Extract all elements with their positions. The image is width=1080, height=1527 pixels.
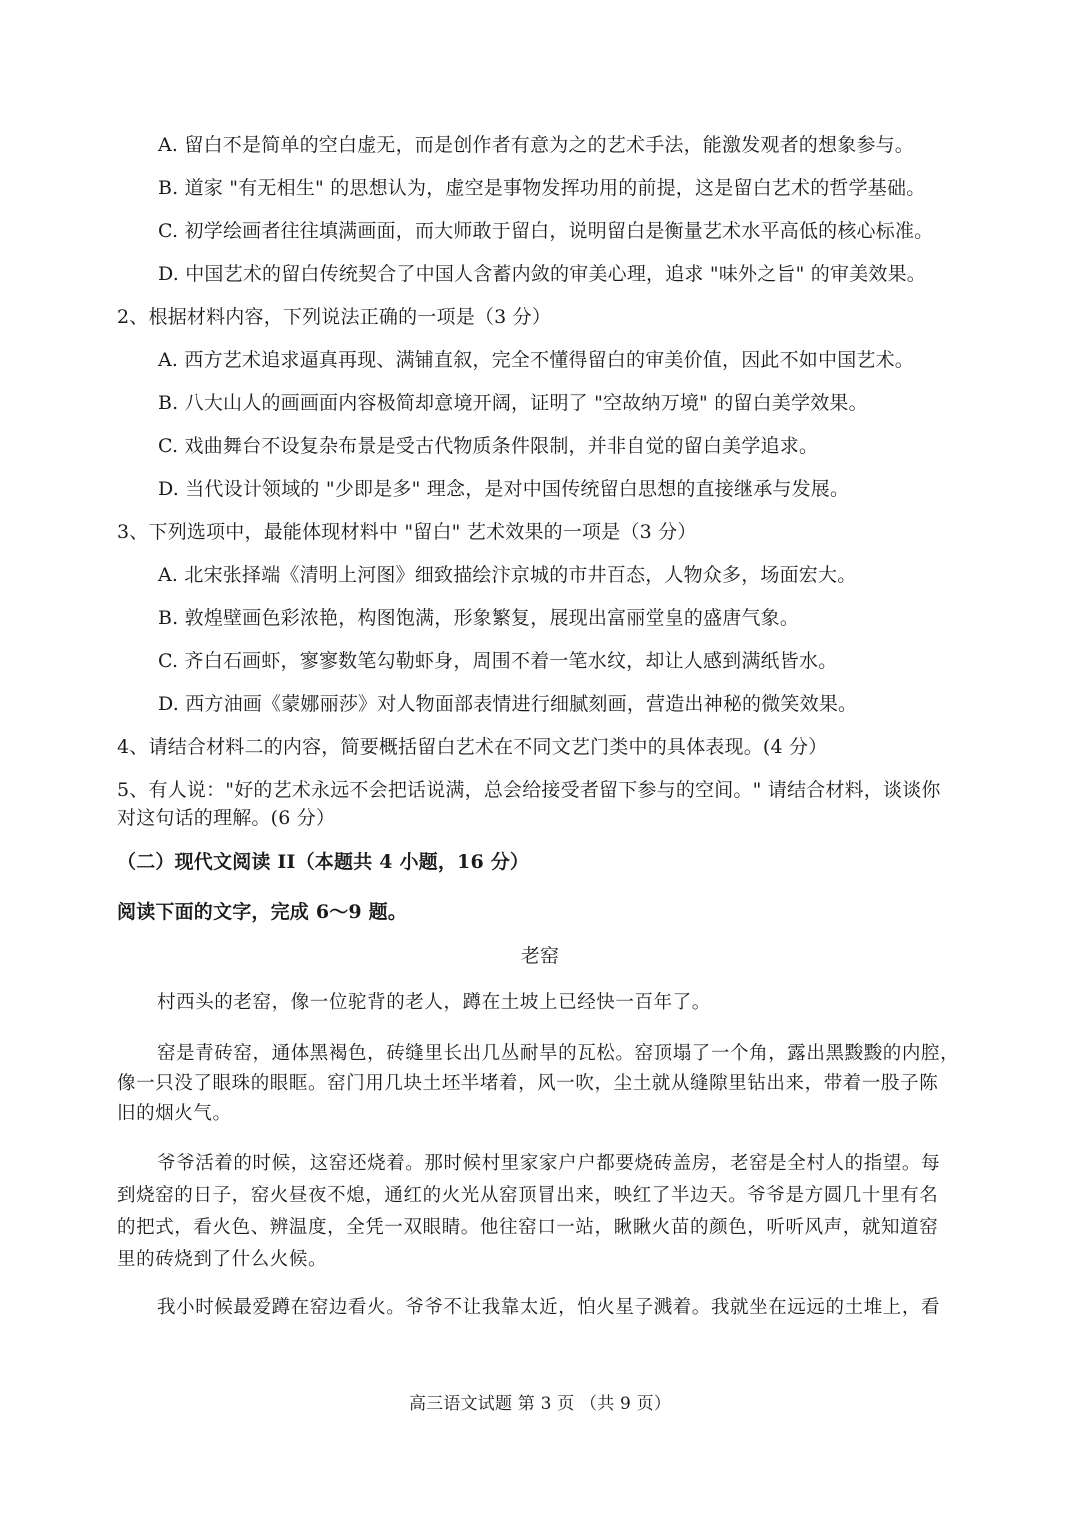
article-paragraph-1: 村西头的老窑，像一位驼背的老人，蹲在土坡上已经快一百年了。 xyxy=(157,992,711,1013)
article-paragraph-3-line-2: 到烧窑的日子，窑火昼夜不熄，通红的火光从窑顶冒出来，映红了半边天。爷爷是方圆几十里有名 xyxy=(117,1185,939,1206)
q2-option-c: C. 戏曲舞台不设复杂布景是受古代物质条件限制，并非自觉的留白美学追求。 xyxy=(158,435,819,457)
q2-option-d: D. 当代设计领域的 "少即是多" 理念，是对中国传统留白思想的直接继承与发展。 xyxy=(158,478,850,500)
q2-option-a: A. 西方艺术追求逼真再现、满铺直叙，完全不懂得留白的审美价值，因此不如中国艺术。 xyxy=(158,349,915,371)
q5-stem-line-2: 对这句话的理解。(6 分） xyxy=(117,807,336,829)
q4-stem: 4、请结合材料二的内容，简要概括留白艺术在不同文艺门类中的具体表现。(4 分） xyxy=(117,736,828,758)
article-paragraph-2-line-3: 旧的烟火气。 xyxy=(117,1103,232,1124)
q3-option-a: A. 北宋张择端《清明上河图》细致描绘汴京城的市井百态，人物众多，场面宏大。 xyxy=(158,564,857,586)
article-paragraph-4-line-1: 我小时候最爱蹲在窑边看火。爷爷不让我靠太近，怕火星子溅着。我就坐在远远的土堆上，看 xyxy=(157,1297,941,1318)
q1-option-a: A. 留白不是简单的空白虚无，而是创作者有意为之的艺术手法，能激发观者的想象参与。 xyxy=(158,134,915,156)
q2-option-b: B. 八大山人的画画面内容极简却意境开阔，证明了 "空故纳万境" 的留白美学效果。 xyxy=(158,392,868,414)
article-paragraph-2-line-2: 像一只没了眼珠的眼眶。窑门用几块土坯半堵着，风一吹，尘土就从缝隙里钻出来，带着一股子陈 xyxy=(117,1073,939,1094)
q5-stem-line-1: 5、有人说："好的艺术永远不会把话说满，总会给接受者留下参与的空间。" 请结合材料，谈谈你 xyxy=(117,779,941,801)
q1-option-b: B. 道家 "有无相生" 的思想认为，虚空是事物发挥功用的前提，这是留白艺术的哲学基础。 xyxy=(158,177,926,199)
q1-option-d: D. 中国艺术的留白传统契合了中国人含蓄内敛的审美心理，追求 "味外之旨" 的审美效果。 xyxy=(158,263,926,285)
article-paragraph-3-line-3: 的把式，看火色、辨温度，全凭一双眼睛。他往窑口一站，瞅瞅火苗的颜色，听听风声，就知道窑 xyxy=(117,1217,939,1238)
page-footer: 高三语文试题 第 3 页 （共 9 页） xyxy=(408,1394,672,1414)
q3-option-c: C. 齐白石画虾，寥寥数笔勾勒虾身，周围不着一笔水纹，却让人感到满纸皆水。 xyxy=(158,650,838,672)
q3-option-d: D. 西方油画《蒙娜丽莎》对人物面部表情进行细腻刻画，营造出神秘的微笑效果。 xyxy=(158,693,858,715)
article-paragraph-3-line-1: 爷爷活着的时候，这窑还烧着。那时候村里家家户户都要烧砖盖房，老窑是全村人的指望。每 xyxy=(157,1153,941,1174)
q2-stem: 2、根据材料内容，下列说法正确的一项是（3 分） xyxy=(117,306,552,328)
section-heading: （二）现代文阅读 II（本题共 4 小题，16 分） xyxy=(117,851,530,873)
q3-stem: 3、下列选项中，最能体现材料中 "留白" 艺术效果的一项是（3 分） xyxy=(117,521,697,543)
q3-option-b: B. 敦煌壁画色彩浓艳，构图饱满，形象繁复，展现出富丽堂皇的盛唐气象。 xyxy=(158,607,800,629)
article-paragraph-3-line-4: 里的砖烧到了什么火候。 xyxy=(117,1249,328,1270)
reading-instruction: 阅读下面的文字，完成 6～9 题。 xyxy=(117,901,408,923)
article-paragraph-2-line-1: 窑是青砖窑，通体黑褐色，砖缝里长出几丛耐旱的瓦松。窑顶塌了一个角，露出黑黢黢的内腔， xyxy=(157,1043,960,1064)
q1-option-c: C. 初学绘画者往往填满画面，而大师敢于留白，说明留白是衡量艺术水平高低的核心标准。 xyxy=(158,220,934,242)
article-title: 老窑 xyxy=(520,945,560,967)
